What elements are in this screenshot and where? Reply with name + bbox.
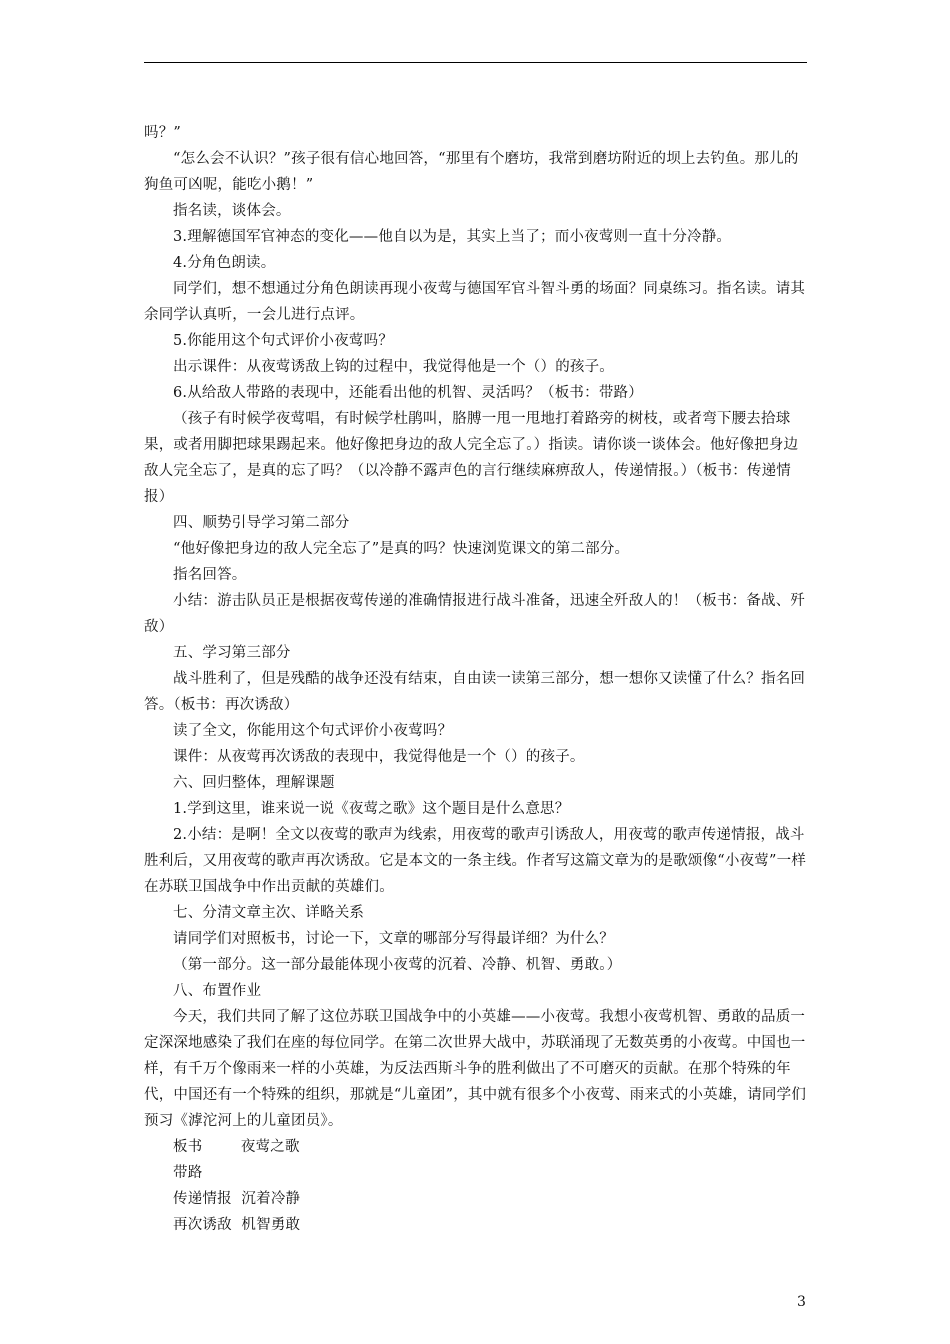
paragraph: 今天，我们共同了解了这位苏联卫国战争中的小英雄——小夜莺。我想小夜莺机智、勇敢的品质一定深深地感染了我们在座的每位同学。在第二次世界大战中，苏联涌现了无数英勇的小夜莺。中国也一样，有千万个像雨来一样的小英雄，为反法西斯斗争的胜利做出了不可磨灭的贡献。在那个特殊的年代，中国还有一个特殊的组织，那就是“儿童团”，其中就有很多个小夜莺、雨来式的小英雄，请同学们预习《滹沱河上的儿童团员》。 — [144, 1009, 807, 1129]
section-heading: 八、布置作业 — [173, 983, 262, 999]
board-line: 带路 — [173, 1165, 203, 1181]
paragraph: 5.你能用这个句式评价小夜莺吗？ — [173, 333, 394, 349]
paragraph: 战斗胜利了，但是残酷的战争还没有结束，自由读一读第三部分，想一想你又读懂了什么？指名回答。（板书：再次诱敌） — [144, 671, 806, 713]
paragraph: 请同学们对照板书，讨论一下，文章的哪部分写得最详细？为什么？ — [173, 931, 614, 947]
paragraph: 指名回答。 — [173, 567, 247, 583]
paragraph: （第一部分。这一部分最能体现小夜莺的沉着、冷静、机智、勇敢。） — [173, 957, 622, 973]
paragraph: 课件：从夜莺再次诱敌的表现中，我觉得他是一个（）的孩子。 — [173, 749, 585, 765]
page-number: 3 — [797, 1294, 806, 1310]
paragraph: 吗？” — [144, 125, 182, 141]
section-heading: 七、分清文章主次、详略关系 — [173, 905, 365, 921]
paragraph: 4.分角色朗读。 — [173, 255, 276, 271]
paragraph: 6.从给敌人带路的表现中，还能看出他的机智、灵活吗？（板书：带路） — [173, 385, 643, 401]
board-line: 再次诱敌 机智勇敢 — [173, 1217, 301, 1233]
paragraph: “他好像把身边的敌人完全忘了”是真的吗？快速浏览课文的第二部分。 — [173, 541, 630, 557]
paragraph: 指名读，谈体会。 — [173, 203, 291, 219]
header-rule — [144, 62, 807, 63]
paragraph: 出示课件：从夜莺诱敌上钩的过程中，我觉得他是一个（）的孩子。 — [173, 359, 614, 375]
paragraph: “怎么会不认识？”孩子很有信心地回答，“那里有个磨坊，我常到磨坊附近的坝上去钓鱼。那儿的狗鱼可凶呢，能吃小鹅！” — [144, 151, 799, 193]
section-heading: 五、学习第三部分 — [173, 645, 291, 661]
board-title: 夜莺之歌 — [240, 1139, 300, 1155]
paragraph: 1.学到这里，谁来说一说《夜莺之歌》这个题目是什么意思？ — [173, 801, 570, 817]
section-heading: 六、回归整体，理解课题 — [173, 775, 335, 791]
board-label: 板书 — [173, 1139, 203, 1155]
paragraph: 读了全文，你能用这个句式评价小夜莺吗？ — [173, 723, 453, 739]
board-line: 传递情报 沉着冷静 — [173, 1191, 301, 1207]
paragraph: 3.理解德国军官神态的变化——他自以为是，其实上当了；而小夜莺则一直十分冷静。 — [173, 229, 732, 245]
paragraph: 小结：游击队员正是根据夜莺传递的准确情报进行战斗准备，迅速全歼敌人的！（板书：备战、歼敌） — [144, 593, 806, 635]
document-body — [144, 120, 807, 1238]
board-heading — [144, 1134, 807, 1160]
section-heading: 四、顺势引导学习第二部分 — [173, 515, 350, 531]
paragraph: 同学们，想不想通过分角色朗读再现小夜莺与德国军官斗智斗勇的场面？同桌练习。指名读。请其余同学认真听，一会儿进行点评。 — [144, 281, 806, 323]
paragraph: 2.小结：是啊！全文以夜莺的歌声为线索，用夜莺的歌声引诱敌人，用夜莺的歌声传递情报，战斗胜利后，又用夜莺的歌声再次诱敌。它是本文的一条主线。作者写这篇文章为的是歌颂像“小夜莺”一样在苏联卫国战争中作出贡献的英雄们。 — [144, 827, 807, 895]
paragraph: （孩子有时候学夜莺唱，有时候学杜鹃叫，胳膊一甩一甩地打着路旁的树枝，或者弯下腰去拾球果，或者用脚把球果踢起来。他好像把身边的敌人完全忘了。）指读。请你谈一谈体会。他好像把身边敌人完全忘了，是真的忘了吗？（以冷静不露声色的言行继续麻痹敌人，传递情报。）（板书：传递情报） — [144, 411, 799, 505]
